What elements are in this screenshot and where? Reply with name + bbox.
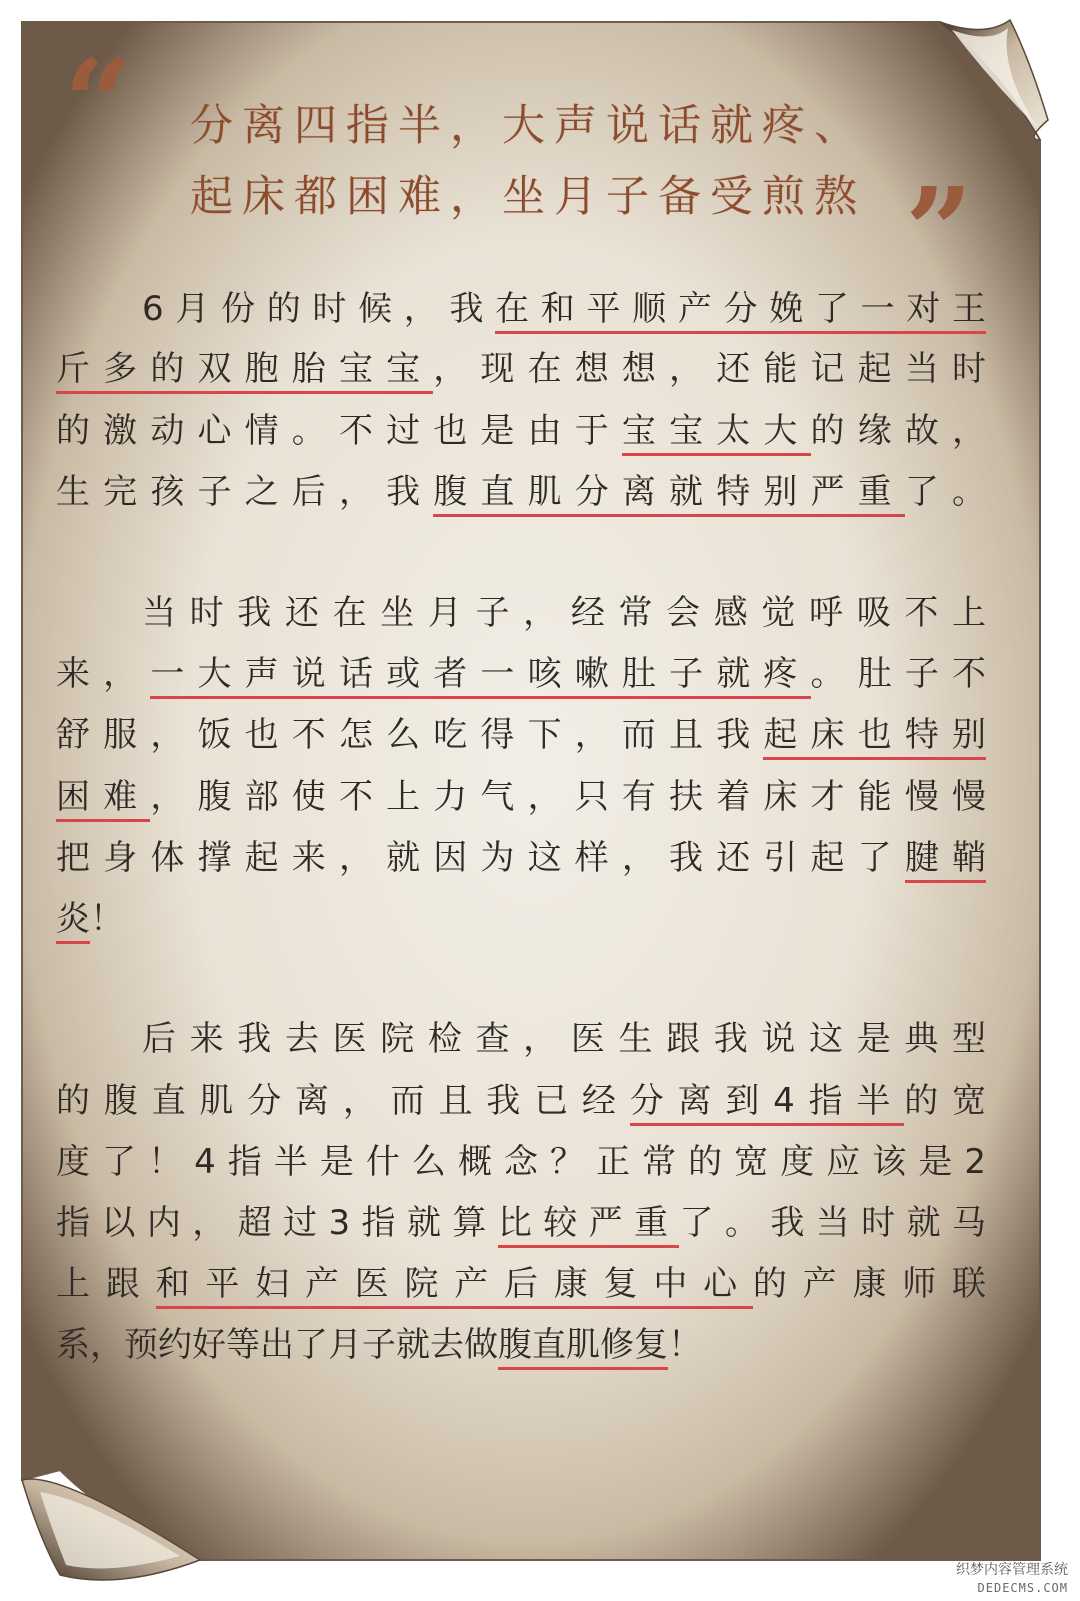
text-segment: 系，预约好等出了月子就去做 <box>56 1325 498 1365</box>
underlined-phrase: 斤多的双胞胎宝宝 <box>56 349 433 394</box>
underlined-phrase: 腹直肌分离就特别严重 <box>433 472 905 517</box>
text-segment: 的腹直肌分离，而且我已经 <box>56 1081 630 1121</box>
text-segment: 舒服，饭也不怎么吃得下，而且我 <box>56 715 764 755</box>
body-line <box>56 768 986 826</box>
body-line <box>142 280 986 338</box>
text-segment: 当时我还在坐月子，经常会感觉呼吸不上 <box>142 593 986 633</box>
open-quote-icon: “ <box>64 33 132 172</box>
headline-line-2: 起床都困难，坐月子备受煎熬 <box>190 172 866 222</box>
underlined-phrase: 比较严重 <box>498 1203 680 1248</box>
body-line <box>56 1316 986 1374</box>
text-segment: 后来我去医院检查，医生跟我说这是典型 <box>142 1019 986 1059</box>
text-segment: 的激动心情。不过也是由于 <box>56 411 622 451</box>
text-segment: 度了！4指半是什么概念？正常的宽度应该是2 <box>56 1142 986 1182</box>
watermark-text: 织梦内容管理系统 <box>956 1562 1068 1578</box>
underlined-phrase: 腱鞘 <box>905 838 986 883</box>
underlined-phrase: 困难 <box>56 777 150 822</box>
text-segment: 把身体撑起来，就因为这样，我还引起了 <box>56 838 905 878</box>
underlined-phrase: 炎 <box>56 899 90 944</box>
text-segment: 了。我当时就马 <box>679 1203 986 1243</box>
body-line <box>56 645 986 703</box>
underlined-phrase: 起床也特别 <box>763 715 986 760</box>
headline-line-1: 分离四指半，大声说话就疼、 <box>190 101 866 151</box>
underlined-phrase: 一大声说话或者一咳嗽肚子就疼 <box>150 654 810 699</box>
text-segment: ，现在想想，还能记起当时 <box>433 349 987 389</box>
underlined-phrase: 分离到4指半 <box>630 1081 904 1126</box>
text-segment: ！ <box>668 1325 702 1365</box>
body-line <box>56 402 986 460</box>
text-segment: 6月份的时候，我 <box>142 289 496 329</box>
underlined-phrase: 在和平顺产分娩了一对王 <box>495 289 986 334</box>
body-line <box>56 1072 986 1130</box>
text-segment: 的缘故， <box>810 411 987 451</box>
body-line <box>56 1194 986 1252</box>
underlined-phrase: 宝宝太大 <box>622 411 811 456</box>
body-line <box>56 340 986 398</box>
body-line <box>56 890 986 948</box>
text-segment: 上跟 <box>56 1264 156 1304</box>
body-line <box>56 829 986 887</box>
text-segment: 来， <box>56 654 151 694</box>
body-line <box>56 1133 986 1191</box>
body-line <box>56 706 986 764</box>
text-segment: 了。 <box>904 472 987 512</box>
underlined-phrase: 和平妇产医院产后康复中心 <box>156 1264 753 1309</box>
text-segment: 的宽 <box>904 1081 986 1121</box>
text-segment: 生完孩子之后，我 <box>56 472 434 512</box>
text-segment: 的产康师联 <box>752 1264 987 1304</box>
body-line <box>142 1010 986 1068</box>
close-quote-icon: ” <box>905 161 973 300</box>
text-segment: ，腹部使不上力气，只有扶着床才能慢慢 <box>150 777 987 817</box>
body-line <box>56 1255 986 1313</box>
text-segment: ！ <box>90 899 124 939</box>
body-line <box>142 584 986 642</box>
watermark-domain: DEDECMS.COM <box>977 1581 1068 1595</box>
text-segment: 。肚子不 <box>810 654 987 694</box>
underlined-phrase: 腹直肌修复 <box>498 1325 668 1370</box>
text-segment: 指以内，超过3指就算 <box>56 1203 498 1243</box>
body-line <box>56 463 986 521</box>
